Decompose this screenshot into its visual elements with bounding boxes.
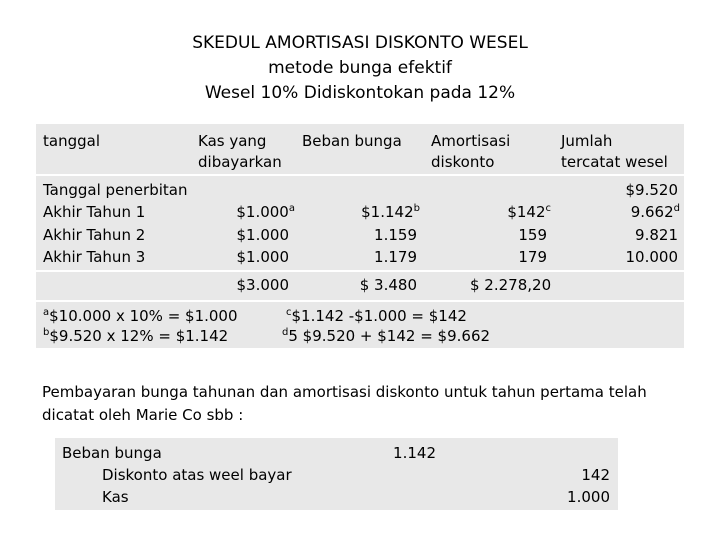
header-tanggal: tanggal [43, 132, 100, 150]
cell-jumlah: 9.821 [635, 226, 678, 244]
header-kas-line2: dibayarkan [198, 153, 282, 171]
cell-kas: $1.000 [236, 248, 289, 266]
total-kas: $3.000 [236, 276, 289, 294]
cell-amortisasi: 179 [518, 248, 547, 266]
row-label: Akhir Tahun 3 [43, 248, 146, 266]
journal-description: Pembayaran bunga tahunan dan amortisasi diskonto untuk tahun pertama telah dicatat oleh Marie Co sbb : [42, 383, 647, 424]
schedule-subtitle: Wesel 10% Didiskontokan pada 12% [204, 83, 516, 103]
schedule-method: metode bunga efektif [268, 58, 452, 78]
cell-beban: 1.179 [374, 248, 417, 266]
footnote-a: $^a$\$10.000 x 10% = $1.000 [43, 307, 238, 325]
footnote-b: $^b$\$9.520 x 12% = $1.142 [43, 327, 229, 345]
header-amortisasi-line2: diskonto [431, 153, 495, 171]
cell-beban: 1.159 [374, 226, 417, 244]
header-jumlah-line2: tercatat wesel [561, 153, 668, 171]
cell-amortisasi: $142$^c$ [507, 203, 551, 221]
total-beban: $ 3.480 [359, 276, 417, 294]
cell-jumlah: $9.520 [625, 181, 678, 199]
row-label: Akhir Tahun 1 [43, 203, 146, 221]
schedule-title: SKEDUL AMORTISASI DISKONTO WESEL [192, 33, 528, 53]
row-label: Akhir Tahun 2 [43, 226, 146, 244]
journal-credit-amount: 1.000 [567, 488, 610, 506]
row-label: Tanggal penerbitan [43, 181, 188, 199]
cell-jumlah: 10.000 [625, 248, 678, 266]
total-amortisasi: $ 2.278,20 [470, 276, 552, 294]
header-kas-line1: Kas yang [198, 132, 267, 150]
journal-credit-account: Diskonto atas weel bayar [102, 466, 292, 484]
journal-credit-account: Kas [102, 488, 129, 506]
header-beban: Beban bunga [302, 132, 402, 150]
footnote-c: $^c$\$1.142 -$1.000 = $142 [286, 307, 467, 325]
cell-kas: $1.000 [236, 226, 289, 244]
journal-credit-amount: 142 [581, 466, 610, 484]
cell-kas: $1.000$^a$ [236, 203, 295, 221]
journal-debit-account: Beban bunga [62, 444, 162, 462]
journal-debit-amount: 1.142 [393, 444, 436, 462]
cell-amortisasi: 159 [518, 226, 547, 244]
footnote-d: $^d$5 $9.520 + $142 = $9.662 [282, 327, 491, 345]
cell-jumlah: 9.662$^d$ [630, 203, 680, 221]
header-amortisasi-line1: Amortisasi [431, 132, 511, 150]
header-jumlah-line1: Jumlah [561, 132, 613, 150]
cell-beban: $1.142$^b$ [361, 203, 420, 221]
